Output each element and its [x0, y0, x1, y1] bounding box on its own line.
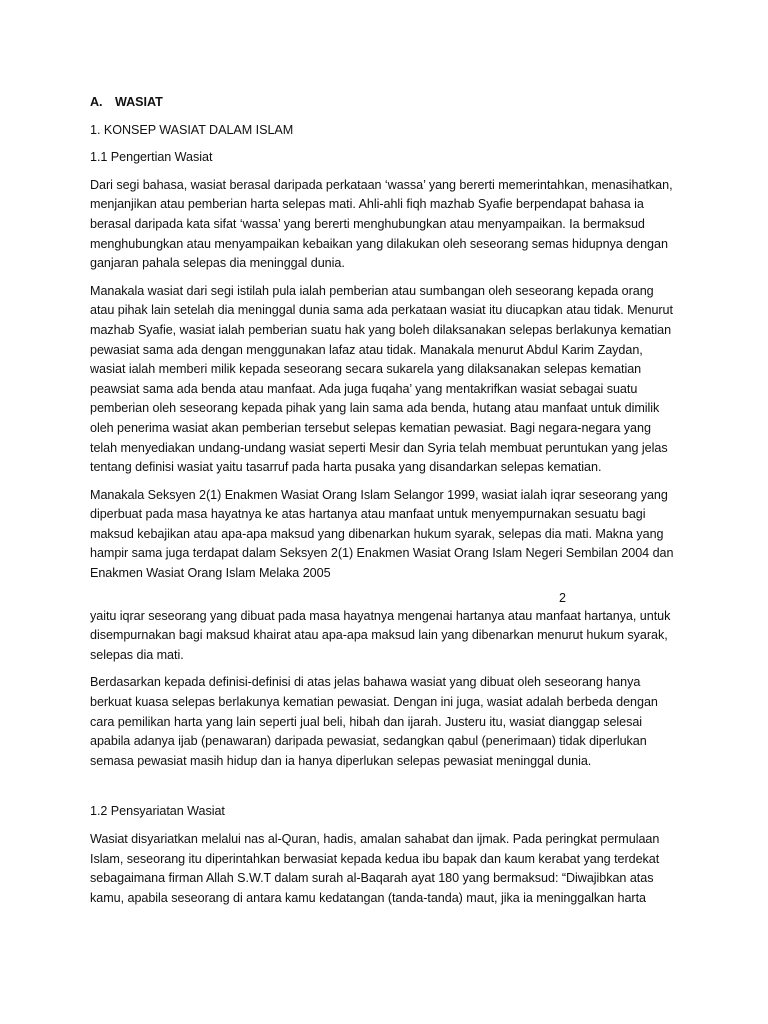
- paragraph-seksyen: Manakala Seksyen 2(1) Enakmen Wasiat Orang Islam Selangor 1999, wasiat ialah iqrar seseorang yang diperbuat pada masa hayatnya ke atas hartanya atau manfaat untuk menyempurnakan sesuatu bagi maksud kebajikan atau apa-apa maksud yang dibenarkan hukum syarak, selepas dia mati. Makna yang hampir sama juga terdapat dalam Seksyen 2(1) Enakmen Wasiat Orang Islam Negeri Sembilan 2004 dan Enakmen Wasiat Orang Islam Melaka 2005: [90, 487, 674, 581]
- heading-pensyariatan-wasiat: 1.2 Pensyariatan Wasiat: [90, 804, 225, 819]
- section-number: A.: [90, 95, 103, 109]
- paragraph-pensyariatan: Wasiat disyariatkan melalui nas al-Quran, hadis, amalan sahabat dan ijmak. Pada peringkat permulaan Islam, seseorang itu diperintahkan berwasiat kepada kedua ibu bapak dan kaum kerabat yang terdekat sebagaimana firman Allah S.W.T dalam surah al-Baqarah ayat 180 yang bermaksud: “Diwajibkan atas kamu, apabila seseorang di antara kamu kedatangan (tanda-tanda) maut, jika ia meninggalkan harta: [90, 832, 660, 905]
- paragraph-berdasarkan: Berdasarkan kepada definisi-definisi di atas jelas bahawa wasiat yang dibuat oleh seseorang hanya berkuat kuasa selepas berlakunya kematian pewasiat. Dengan ini juga, wasiat adalah berbeda dengan cara pemilikan harta yang lain seperti jual beli, hibah dan ijarah. Justeru itu, wasiat dianggap selesai apabila adanya ijab (penawaran) daripada pewasiat, sedangkan qabul (penerimaan) tidak diperlukan semasa pewasiat masih hidup dan ia hanya diperlukan selepas pewasiat meninggal dunia.: [90, 675, 658, 768]
- paragraph-istilah: Manakala wasiat dari segi istilah pula ialah pemberian atau sumbangan oleh seseorang kepada orang atau pihak lain setelah dia meninggal dunia sama ada perkataan wasiat itu diucapkan atau tidak. Menurut mazhab Syafie, wasiat ialah pemberian suatu hak yang boleh dilaksanakan selepas berlakunya kematian pewasiat sama ada dengan menggunakan lafaz atau tidak. Manakala menurut Abdul Karim Zaydan, wasiat ialah memberi milik kepada seseorang secara sukarela yang dilaksanakan selepas kematian peawsiat sama ada benda atau manfaat. Ada juga fuqaha’ yang mentakrifkan wasiat sebagai suatu pemberian oleh seseorang kepada pihak yang lain sama ada benda, hutang atau manfaat untuk dimilik oleh penerima wasiat akan pemberian tersebut selepas kematian pewasiat. Bagi negara-negara yang telah menyediakan undang-undang wasiat seperti Mesir dan Syria telah membuat peruntukan yang jelas tentang definisi wasiat yaitu tasarruf pada harta pusaka yang disandarkan selepas kematian.: [90, 283, 673, 475]
- paragraph-bahasa: Dari segi bahasa, wasiat berasal daripada perkataan ‘wassa’ yang bererti memerintahkan, menasihatkan, menjanjikan atau pemberian harta selepas mati. Ahli-ahli fiqh mazhab Syafie berpendapat bahasa ia berasal daripada kata sifat ‘wassa’ yang bererti menghubungkan atau menyampaikan. Ia bermaksud menghubungkan atau menyampaikan kebaikan yang dilakukan oleh seseorang semas hidupnya dengan ganjaran pahala selepas dia meninggal dunia.: [90, 177, 673, 271]
- heading-konsep-wasiat: 1. KONSEP WASIAT DALAM ISLAM: [90, 122, 294, 137]
- section-title: WASIAT: [115, 95, 163, 109]
- spacer: [90, 779, 680, 802]
- section-heading-a: [90, 93, 680, 113]
- paragraph-iqrar: yaitu iqrar seseorang yang dibuat pada masa hayatnya mengenai hartanya atau manfaat hartanya, untuk disempurnakan bagi maksud khairat atau apa-apa maksud lain yang dibenarkan menurut hukum syarak, selepas dia mati.: [90, 608, 671, 662]
- heading-pengertian-wasiat: 1.1 Pengertian Wasiat: [90, 150, 213, 165]
- page-number: 2: [559, 590, 566, 605]
- document-body: [90, 93, 680, 916]
